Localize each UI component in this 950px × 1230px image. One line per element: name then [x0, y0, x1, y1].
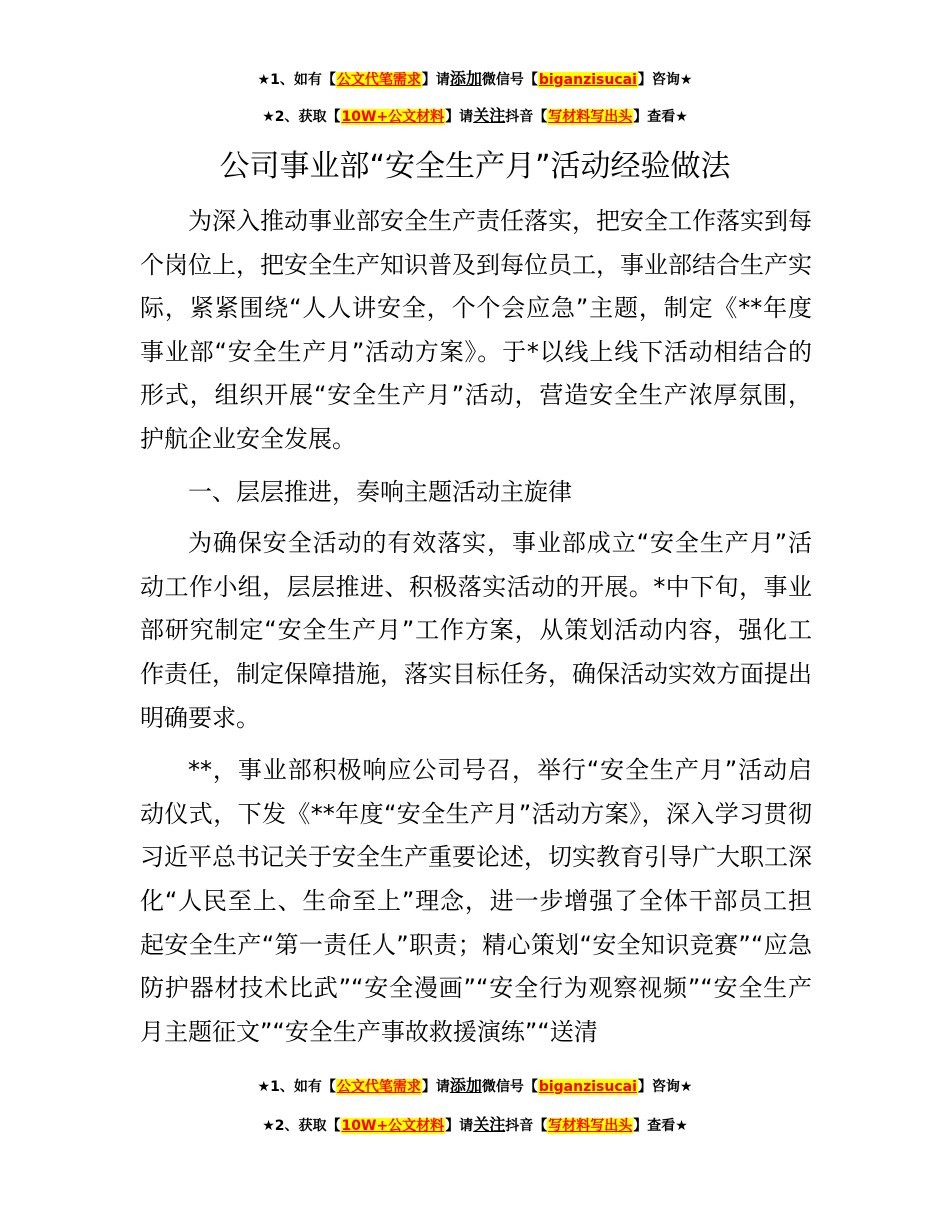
- banner-text: ★2、获取【: [262, 109, 341, 125]
- banner-highlight: 写材料写出头: [548, 1118, 633, 1134]
- banner-emphasis: 关注: [473, 1115, 506, 1134]
- banner-emphasis: 添加: [449, 69, 482, 88]
- banner-text: 】咨询★: [637, 72, 693, 88]
- banner-text: 】请: [445, 109, 474, 125]
- banner-highlight: biganzisucai: [538, 72, 637, 88]
- document-title: 公司事业部“安全生产月”活动经验做法: [219, 149, 731, 184]
- banner-text: 】咨询★: [637, 1079, 693, 1095]
- banner-text: 】请: [421, 72, 450, 88]
- banner-emphasis: 关注: [473, 106, 506, 125]
- document-body: [140, 200, 812, 1063]
- banner-text: 】查看★: [633, 109, 688, 125]
- banner-text: 抖音【: [505, 1118, 548, 1134]
- banner-text: 】请: [421, 1079, 450, 1095]
- banner-highlight: 写材料写出头: [548, 109, 633, 125]
- banner-text: 】查看★: [633, 1118, 688, 1134]
- banner-highlight: biganzisucai: [538, 1079, 637, 1095]
- body-paragraph: **，事业部积极响应公司号召，举行“安全生产月”活动启动仪式，下发《**年度“安全生产月”活动方案》，深入学习贯彻习近平总书记关于安全生产重要论述，切实教育引导广大职工深化“人民至上、生命至上”理念，进一步增强了全体干部员工担起安全生产“第一责任人”职责；精心策划“安全知识竞赛”“应急防护器材技术比武”“安全漫画”“安全行为观察视频”“安全生产月主题征文”“安全生产事故救援演练”“送清: [140, 756, 812, 1046]
- banner-text: 】请: [445, 1118, 474, 1134]
- banner-text: 微信号【: [481, 1079, 538, 1095]
- body-paragraph: 为确保安全活动的有效落实，事业部成立“安全生产月”活动工作小组，层层推进、积极落实活动的开展。*中下旬，事业部研究制定“安全生产月”工作方案，从策划活动内容，强化工作责任，制定保障措施，落实目标任务，确保活动实效方面提出明确要求。: [140, 529, 812, 732]
- banner-emphasis: 添加: [449, 1076, 482, 1095]
- banner-highlight: 公文代笔需求: [336, 72, 421, 88]
- banner-highlight: 10W+公文材料: [341, 109, 445, 125]
- banner-highlight: 10W+公文材料: [341, 1118, 445, 1134]
- promo-banner-top-line1: [0, 69, 950, 90]
- section-heading: 一、层层推进，奏响主题活动主旋律: [188, 477, 572, 506]
- banner-text: ★1、如有【: [257, 1079, 336, 1095]
- banner-text: ★1、如有【: [257, 72, 336, 88]
- body-paragraph: 为深入推动事业部安全生产责任落实，把安全工作落实到每个岗位上，把安全生产知识普及到每位员工，事业部结合生产实际，紧紧围绕“人人讲安全，个个会应急”主题，制定《**年度事业部“安全生产月”活动方案》。于*以线上线下活动相结合的形式，组织开展“安全生产月”活动，营造安全生产浓厚氛围，护航企业安全发展。: [140, 207, 812, 453]
- banner-text: 微信号【: [481, 72, 538, 88]
- banner-text: ★2、获取【: [262, 1118, 341, 1134]
- promo-banner-bottom-line2: [0, 1115, 950, 1136]
- promo-banner-top-line2: [0, 106, 950, 127]
- promo-banner-bottom-line1: [0, 1076, 950, 1097]
- banner-highlight: 公文代笔需求: [336, 1079, 421, 1095]
- banner-text: 抖音【: [505, 109, 548, 125]
